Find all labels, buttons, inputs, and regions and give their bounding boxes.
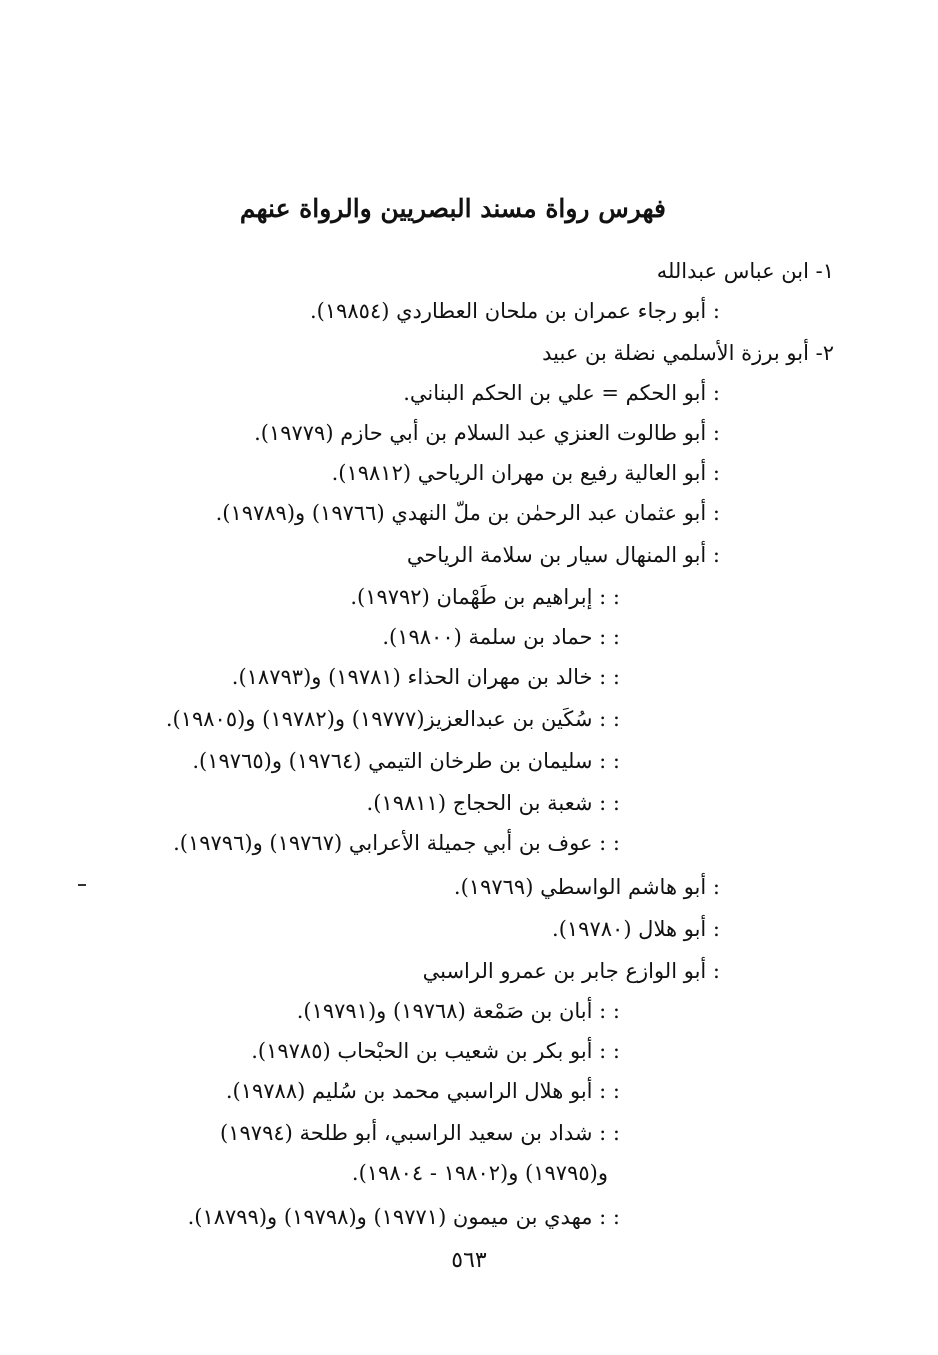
narrator-line: : أبو هاشم الواسطي (١٩٧٦٩).	[453, 875, 720, 899]
sub-narrator-line: : : أبان بن صَمْعة (١٩٧٦٨) و(١٩٧٩١).	[296, 999, 620, 1023]
narrator-line: : أبو الوازع جابر بن عمرو الراسبي	[422, 959, 720, 983]
sub-narrator-line: : : سليمان بن طرخان التيمي (١٩٧٦٤) و(١٩٧٦٥).	[192, 749, 620, 773]
entry-1-heading: ١- ابن عباس عبدالله	[656, 259, 834, 283]
entry-2-heading: ٢- أبو برزة الأسلمي نضلة بن عبيد	[542, 341, 834, 365]
sub-narrator-line: : : مهدي بن ميمون (١٩٧٧١) و(١٩٧٩٨) و(١٨٧٩٩).	[187, 1205, 620, 1229]
narrator-line: : أبو الحكم = علي بن الحكم البناني.	[403, 381, 720, 405]
sub-narrator-line: : : أبو بكر بن شعيب بن الحبْحاب (١٩٧٨٥).	[251, 1039, 620, 1063]
sub-narrator-line: : : إبراهيم بن طَهْمان (١٩٧٩٢).	[350, 585, 620, 609]
narrator-line: : أبو عثمان عبد الرحمٰن بن ملّ النهدي (١٩٧٦٦) و(١٩٧٨٩).	[215, 501, 720, 525]
sub-narrator-line: : : أبو هلال الراسبي محمد بن سُليم (١٩٧٨٨).	[225, 1079, 620, 1103]
page-number: ٥٦٣	[451, 1248, 487, 1273]
narrator-line: : أبو رجاء عمران بن ملحان العطاردي (١٩٨٥٤).	[309, 299, 720, 323]
sub-narrator-line: : : خالد بن مهران الحذاء (١٩٧٨١) و(١٨٧٩٣).	[231, 665, 620, 689]
narrator-line: : أبو المنهال سيار بن سلامة الرياحي	[406, 543, 720, 567]
narrator-line: : أبو هلال (١٩٧٨٠).	[552, 917, 720, 941]
sub-narrator-line: : : شداد بن سعيد الراسبي، أبو طلحة (١٩٧٩٤)	[220, 1121, 620, 1145]
page-title: فهرس رواة مسند البصريين والرواة عنهم	[239, 194, 666, 223]
sub-narrator-line: : : سُكَين بن عبدالعزيز(١٩٧٧٧) و(١٩٧٨٢) و(١٩٨٠٥).	[165, 707, 620, 731]
narrator-line: : أبو العالية رفيع بن مهران الرياحي (١٩٨١٢).	[331, 461, 720, 485]
sub-narrator-line: : : عوف بن أبي جميلة الأعرابي (١٩٧٦٧) و(١٩٧٩٦).	[173, 831, 620, 855]
sub-narrator-line: : : حماد بن سلمة (١٩٨٠٠).	[382, 625, 620, 649]
sub-narrator-line: : : شعبة بن الحجاج (١٩٨١١).	[366, 791, 620, 815]
margin-mark	[78, 884, 86, 886]
narrator-line: : أبو طالوت العنزي عبد السلام بن أبي حازم (١٩٧٧٩).	[254, 421, 720, 445]
continuation-line: و(١٩٧٩٥) و(١٩٨٠٢ - ١٩٨٠٤).	[351, 1161, 608, 1185]
